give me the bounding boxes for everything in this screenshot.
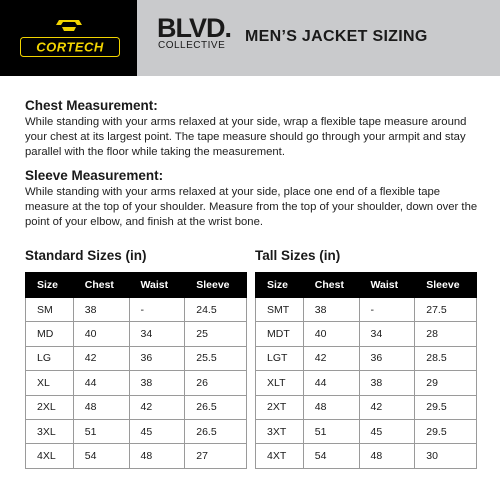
size-cell: 3XL xyxy=(26,419,74,443)
size-cell: LGT xyxy=(256,346,304,370)
waist-cell: 45 xyxy=(359,419,415,443)
chest-cell: 40 xyxy=(73,322,129,346)
table-row xyxy=(26,298,247,322)
chest-section xyxy=(25,98,485,160)
cortech-logo-panel xyxy=(0,0,137,76)
sleeve-instructions: While standing with your arms relaxed at your side, place one end of a flexible tape measure at the top of your shoulder. Measure from the top of your shoulder, down over the point of your elbow, and finish at the wrist bone. xyxy=(25,186,478,228)
column-header: Size xyxy=(26,273,74,298)
table-row xyxy=(256,395,477,419)
cortech-emblem-icon xyxy=(56,20,82,34)
size-cell: 3XT xyxy=(256,419,304,443)
size-cell: MD xyxy=(26,322,74,346)
waist-cell: 36 xyxy=(129,346,185,370)
sleeve-cell: 29.5 xyxy=(415,419,477,443)
chest-cell: 38 xyxy=(303,298,359,322)
standard-table-title: Standard Sizes (in) xyxy=(25,248,147,263)
table-row xyxy=(256,444,477,468)
chest-cell: 42 xyxy=(73,346,129,370)
table-row xyxy=(256,298,477,322)
svg-text:CORTECH: CORTECH xyxy=(36,39,104,55)
sleeve-cell: 26.5 xyxy=(185,395,247,419)
table-row xyxy=(26,444,247,468)
size-cell: XL xyxy=(26,371,74,395)
chest-heading: Chest Measurement: xyxy=(25,98,158,113)
blvd-subtitle: COLLECTIVE xyxy=(158,40,226,51)
waist-cell: 34 xyxy=(359,322,415,346)
size-cell: MDT xyxy=(256,322,304,346)
chest-cell: 54 xyxy=(303,444,359,468)
table-row xyxy=(256,346,477,370)
size-cell: XLT xyxy=(256,371,304,395)
tall-size-table xyxy=(255,272,477,469)
waist-cell: - xyxy=(359,298,415,322)
waist-cell: - xyxy=(129,298,185,322)
column-header: Waist xyxy=(359,273,415,298)
sleeve-cell: 30 xyxy=(415,444,477,468)
table-header-row xyxy=(26,273,247,298)
waist-cell: 42 xyxy=(359,395,415,419)
chest-cell: 42 xyxy=(303,346,359,370)
sleeve-heading: Sleeve Measurement: xyxy=(25,168,164,183)
table-row xyxy=(26,346,247,370)
size-cell: 4XT xyxy=(256,444,304,468)
sleeve-cell: 26.5 xyxy=(185,419,247,443)
sleeve-cell: 28.5 xyxy=(415,346,477,370)
column-header: Sleeve xyxy=(415,273,477,298)
column-header: Chest xyxy=(73,273,129,298)
chest-instructions: While standing with your arms relaxed at your side, wrap a flexible tape measure around your chest at its largest point. The tape measure should go through your armpit and stay parallel with the floor while taking the measurement. xyxy=(25,116,467,158)
chest-cell: 54 xyxy=(73,444,129,468)
waist-cell: 42 xyxy=(129,395,185,419)
size-cell: LG xyxy=(26,346,74,370)
waist-cell: 34 xyxy=(129,322,185,346)
column-header: Size xyxy=(256,273,304,298)
sleeve-cell: 25 xyxy=(185,322,247,346)
table-row xyxy=(26,395,247,419)
chest-cell: 48 xyxy=(73,395,129,419)
size-cell: SM xyxy=(26,298,74,322)
cortech-logo xyxy=(20,20,120,60)
column-header: Sleeve xyxy=(185,273,247,298)
waist-cell: 48 xyxy=(359,444,415,468)
table-header-row xyxy=(256,273,477,298)
sleeve-cell: 29.5 xyxy=(415,395,477,419)
header xyxy=(0,0,500,76)
sleeve-cell: 27.5 xyxy=(415,298,477,322)
chest-cell: 44 xyxy=(303,371,359,395)
chest-cell: 51 xyxy=(303,419,359,443)
waist-cell: 45 xyxy=(129,419,185,443)
title-panel xyxy=(137,0,500,76)
table-row xyxy=(26,322,247,346)
sleeve-cell: 24.5 xyxy=(185,298,247,322)
sleeve-section xyxy=(25,168,485,230)
chest-cell: 44 xyxy=(73,371,129,395)
size-cell: 2XL xyxy=(26,395,74,419)
chest-cell: 48 xyxy=(303,395,359,419)
waist-cell: 36 xyxy=(359,346,415,370)
sleeve-cell: 29 xyxy=(415,371,477,395)
sleeve-cell: 28 xyxy=(415,322,477,346)
waist-cell: 38 xyxy=(129,371,185,395)
tall-table-title: Tall Sizes (in) xyxy=(255,248,341,263)
column-header: Waist xyxy=(129,273,185,298)
chest-cell: 51 xyxy=(73,419,129,443)
chest-cell: 40 xyxy=(303,322,359,346)
sleeve-cell: 25.5 xyxy=(185,346,247,370)
waist-cell: 38 xyxy=(359,371,415,395)
column-header: Chest xyxy=(303,273,359,298)
blvd-logo xyxy=(157,14,229,58)
standard-size-table xyxy=(25,272,247,469)
table-row xyxy=(256,322,477,346)
size-cell: 4XL xyxy=(26,444,74,468)
blvd-wordmark: BLVD. xyxy=(157,13,231,43)
size-cell: 2XT xyxy=(256,395,304,419)
sleeve-cell: 27 xyxy=(185,444,247,468)
table-row xyxy=(26,371,247,395)
table-row xyxy=(26,419,247,443)
table-row xyxy=(256,371,477,395)
waist-cell: 48 xyxy=(129,444,185,468)
table-row xyxy=(256,419,477,443)
chest-cell: 38 xyxy=(73,298,129,322)
size-cell: SMT xyxy=(256,298,304,322)
sleeve-cell: 26 xyxy=(185,371,247,395)
cortech-wordmark xyxy=(20,37,120,57)
page-title: MEN’S JACKET SIZING xyxy=(245,28,428,45)
